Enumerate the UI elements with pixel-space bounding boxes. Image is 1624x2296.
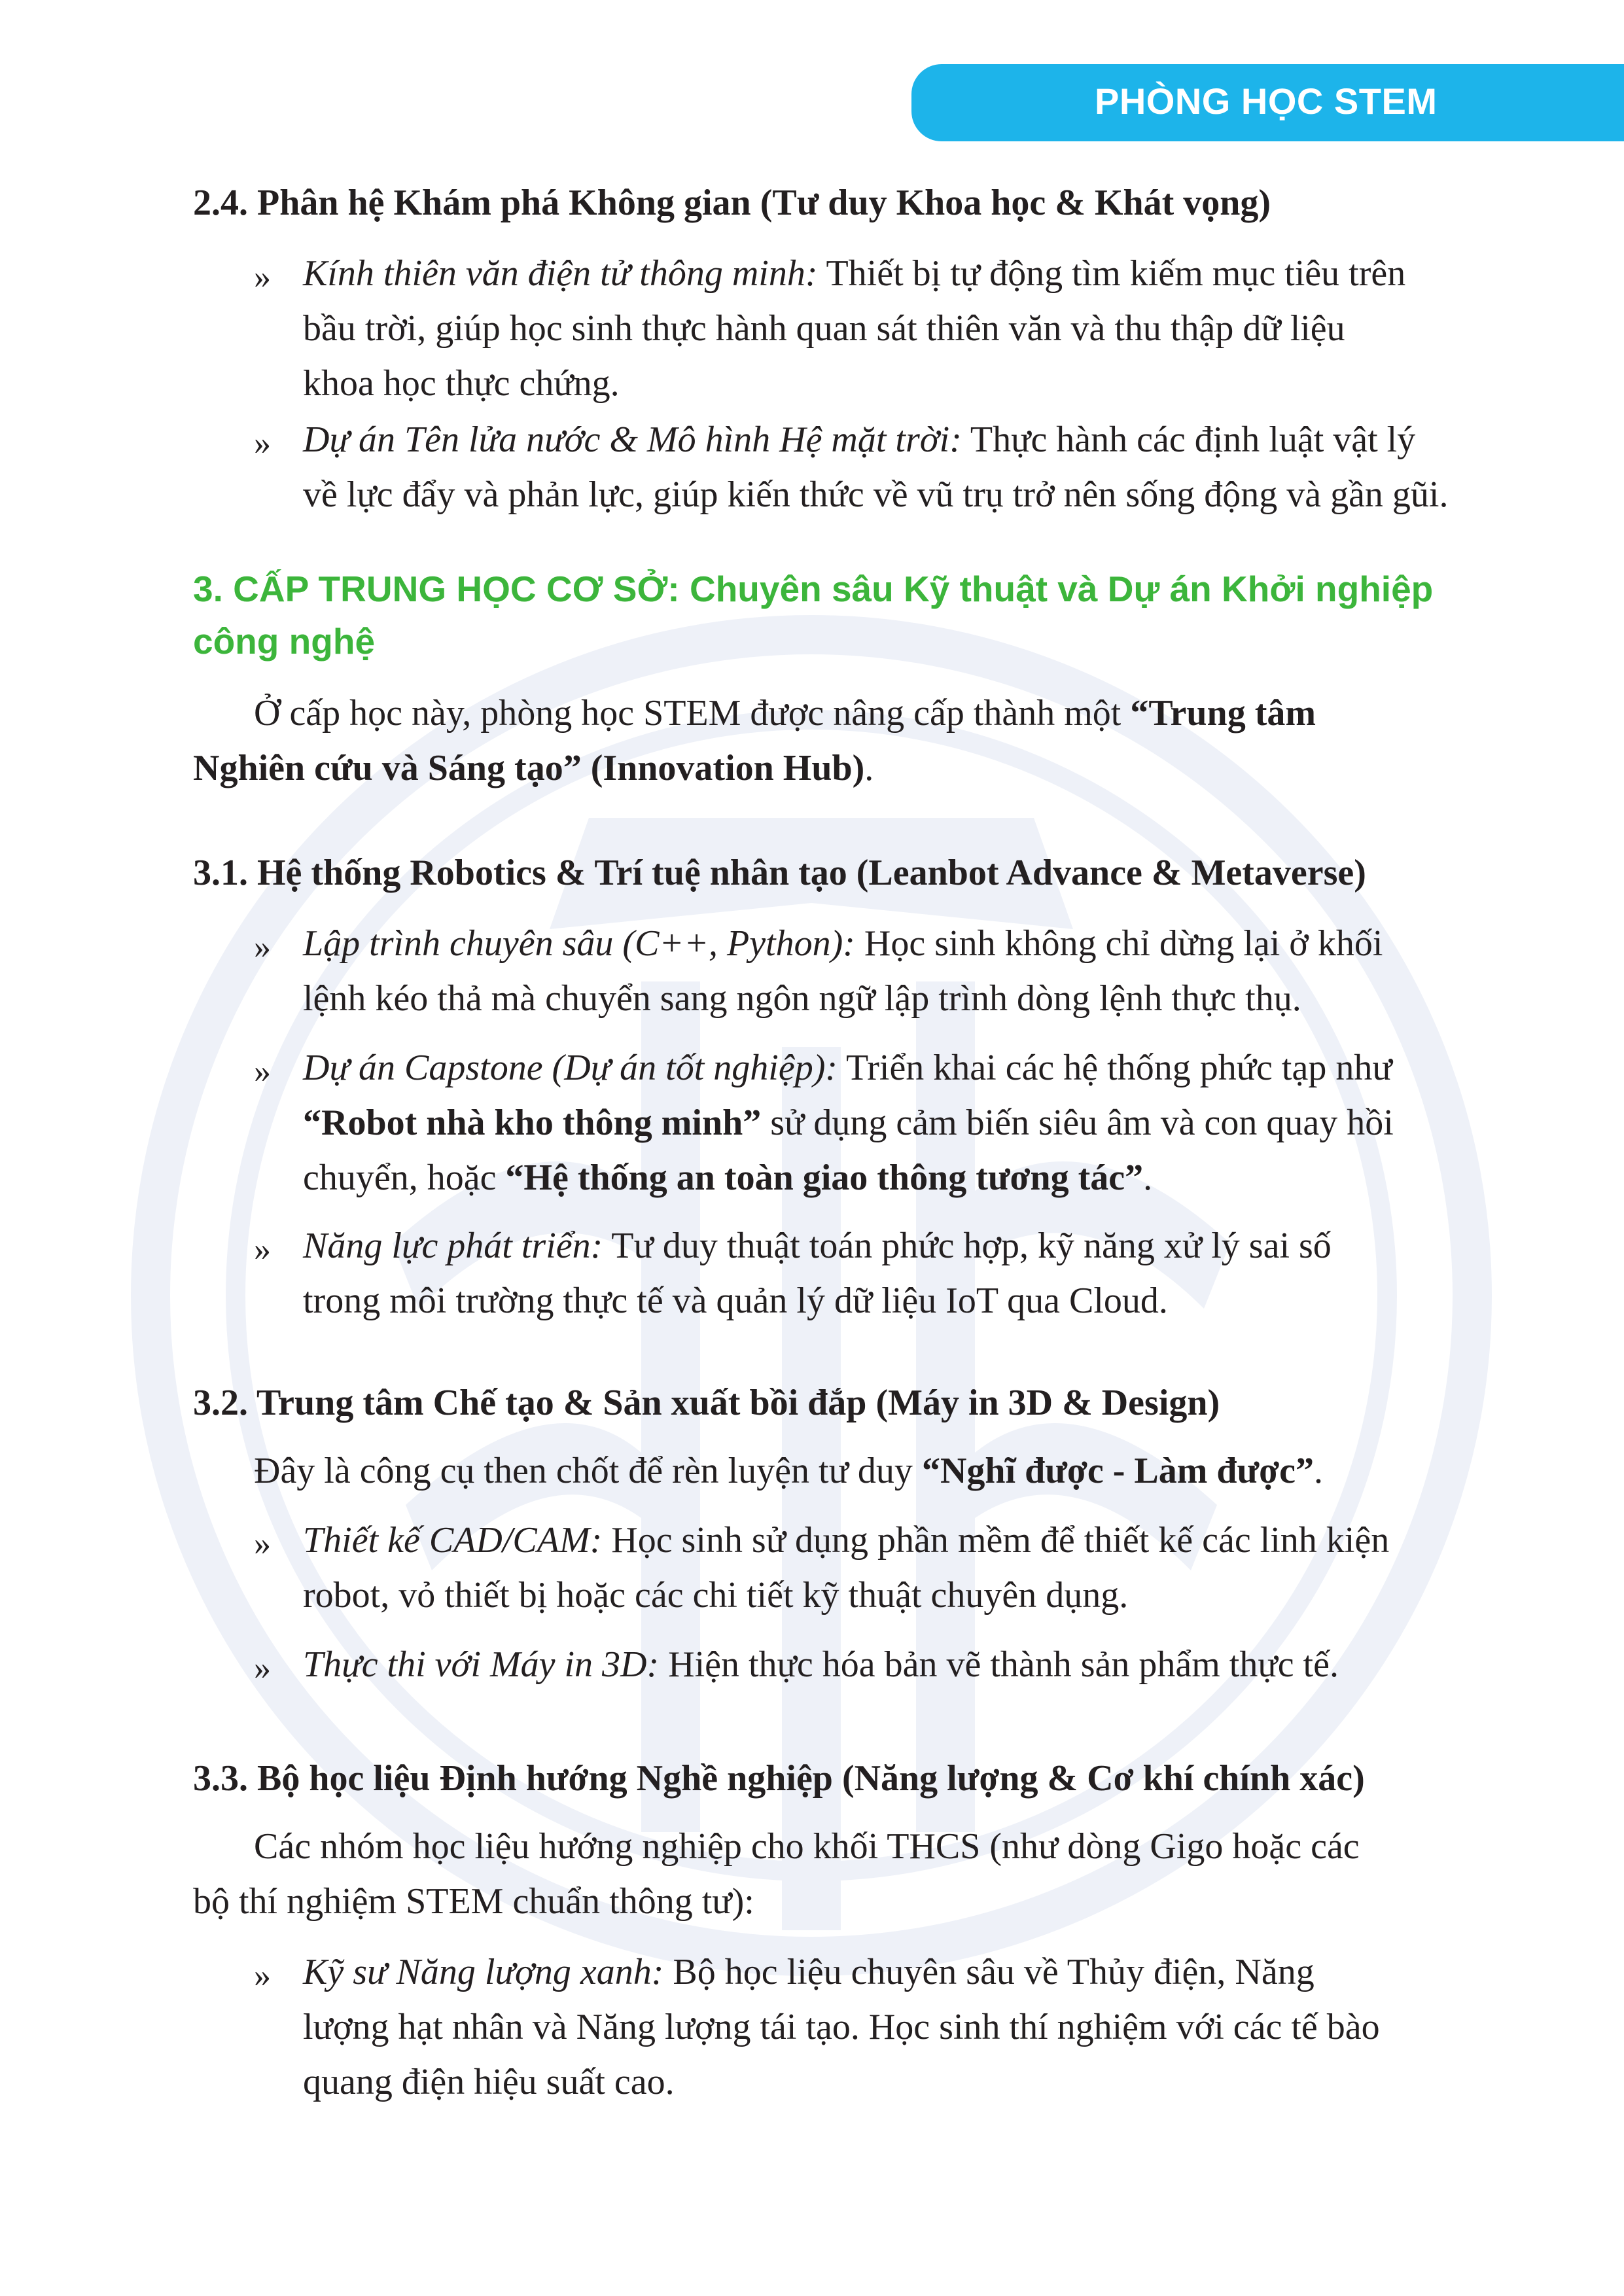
heading-3-3: 3.3. Bộ học liệu Định hướng Nghề nghiệp (Năng lượng & Cơ khí chính xác) bbox=[193, 1758, 1365, 1799]
heading-3-1: 3.1. Hệ thống Robotics & Trí tuệ nhân tạo (Leanbot Advance & Metaverse) bbox=[193, 853, 1366, 893]
bullet-marker: » bbox=[254, 1957, 271, 1994]
section-3-intro: Ở cấp học này, phòng học STEM được nâng cấp thành một “Trung tâm Nghiên cứu và Sáng tạo” (Innovation Hub). bbox=[193, 693, 1316, 788]
section-3-heading-line2: công nghệ bbox=[193, 621, 376, 662]
bullet-marker: » bbox=[254, 1650, 271, 1687]
bullet-item: Thực thi với Máy in 3D: Hiện thực hóa bản vẽ thành sản phẩm thực tế. bbox=[303, 1644, 1339, 1685]
bullet-item: Thiết kế CAD/CAM: Học sinh sử dụng phần mềm để thiết kế các linh kiện robot, vỏ thiết bị hoặc các chi tiết kỹ thuật chuyên dụng. bbox=[303, 1520, 1390, 1616]
bullet-item: Dự án Tên lửa nước & Mô hình Hệ mặt trời: Thực hành các định luật vật lý về lực đẩy và phản lực, giúp kiến thức về vũ trụ trở nên sống động và gần gũi. bbox=[303, 419, 1449, 515]
bullet-marker: » bbox=[254, 425, 271, 462]
section-3-3-intro: Các nhóm học liệu hướng nghiệp cho khối THCS (như dòng Gigo hoặc các bộ thí nghiệm STEM chuẩn thông tư): bbox=[193, 1826, 1360, 1922]
bullet-marker: » bbox=[254, 1053, 271, 1090]
section-3-heading-line1: 3. CẤP TRUNG HỌC CƠ SỞ: Chuyên sâu Kỹ thuật và Dự án Khởi nghiệp bbox=[193, 569, 1434, 609]
bullet-item: Kính thiên văn điện tử thông minh: Thiết bị tự động tìm kiếm mục tiêu trên bầu trời, giúp học sinh thực hành quan sát thiên văn và thu thập dữ liệu khoa học thực chứng. bbox=[303, 253, 1406, 404]
bullet-item: Kỹ sư Năng lượng xanh: Bộ học liệu chuyên sâu về Thủy điện, Năng lượng hạt nhân và Năng lượng tái tạo. Học sinh thí nghiệm với các tế bào quang điện hiệu suất cao. bbox=[303, 1952, 1380, 2102]
section-3-2-intro: Đây là công cụ then chốt để rèn luyện tư duy “Nghĩ được - Làm được”. bbox=[254, 1451, 1323, 1491]
bullet-marker: » bbox=[254, 1525, 271, 1563]
heading-3-2: 3.2. Trung tâm Chế tạo & Sản xuất bồi đắp (Máy in 3D & Design) bbox=[193, 1383, 1220, 1423]
heading-2-4: 2.4. Phân hệ Khám phá Không gian (Tư duy Khoa học & Khát vọng) bbox=[193, 183, 1271, 223]
bullet-item: Lập trình chuyên sâu (C++, Python): Học sinh không chỉ dừng lại ở khối lệnh kéo thả mà chuyển sang ngôn ngữ lập trình dòng lệnh thực thụ. bbox=[303, 923, 1383, 1019]
bullet-marker: » bbox=[254, 1231, 271, 1268]
header-title: PHÒNG HỌC STEM bbox=[1095, 80, 1438, 122]
header-tab bbox=[911, 64, 1624, 141]
bullet-item: Dự án Capstone (Dự án tốt nghiệp): Triển khai các hệ thống phức tạp như “Robot nhà kho thông minh” sử dụng cảm biến siêu âm và con quay hồi chuyển, hoặc “Hệ thống an toàn giao thông tương tác”. bbox=[303, 1048, 1394, 1198]
bullet-marker: » bbox=[254, 928, 271, 966]
bullet-marker: » bbox=[254, 258, 271, 296]
bullet-item: Năng lực phát triển: Tư duy thuật toán phức hợp, kỹ năng xử lý sai số trong môi trường thực tế và quản lý dữ liệu IoT qua Cloud. bbox=[303, 1226, 1332, 1321]
